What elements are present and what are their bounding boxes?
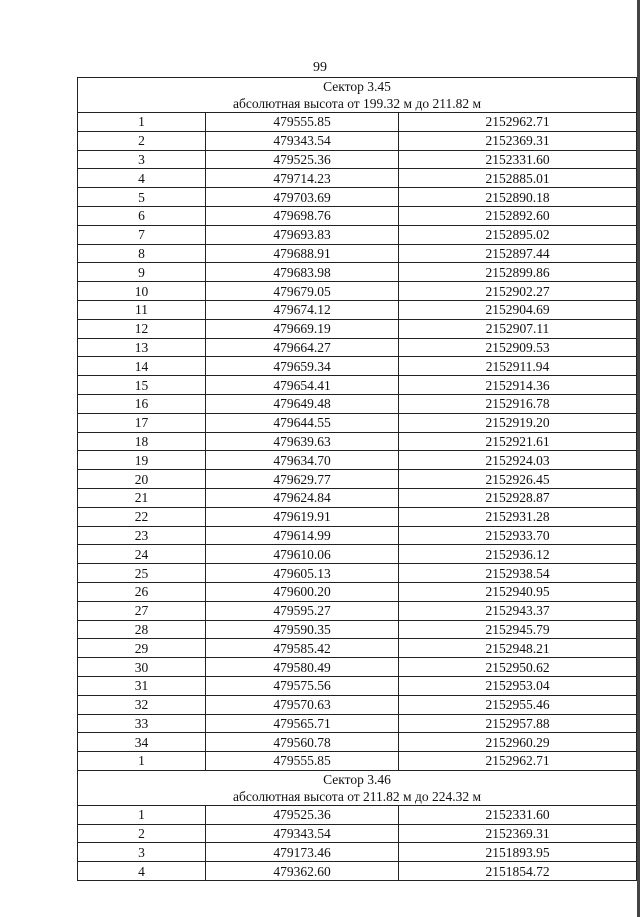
x-coordinate: 479669.19: [206, 319, 399, 338]
x-coordinate: 479693.83: [206, 225, 399, 244]
point-number: 13: [78, 338, 206, 357]
point-number: 21: [78, 488, 206, 507]
table-row: [78, 582, 637, 601]
x-coordinate: 479610.06: [206, 545, 399, 564]
coordinates-table: [77, 77, 637, 881]
table-row: [78, 263, 637, 282]
point-number: 14: [78, 357, 206, 376]
table-row: [78, 507, 637, 526]
x-coordinate: 479575.56: [206, 676, 399, 695]
point-number: 4: [78, 169, 206, 188]
x-coordinate: 479674.12: [206, 300, 399, 319]
point-number: 15: [78, 376, 206, 395]
point-number: 9: [78, 263, 206, 282]
table-row: [78, 620, 637, 639]
x-coordinate: 479688.91: [206, 244, 399, 263]
point-number: 30: [78, 658, 206, 677]
y-coordinate: 2152955.46: [399, 695, 637, 714]
x-coordinate: 479614.99: [206, 526, 399, 545]
y-coordinate: 2152924.03: [399, 451, 637, 470]
x-coordinate: 479580.49: [206, 658, 399, 677]
y-coordinate: 2152921.61: [399, 432, 637, 451]
y-coordinate: 2152909.53: [399, 338, 637, 357]
y-coordinate: 2152945.79: [399, 620, 637, 639]
table-row: [78, 244, 637, 263]
point-number: 4: [78, 862, 206, 881]
table-row: [78, 169, 637, 188]
y-coordinate: 2152928.87: [399, 488, 637, 507]
y-coordinate: 2152962.71: [399, 752, 637, 771]
point-number: 3: [78, 150, 206, 169]
y-coordinate: 2152369.31: [399, 131, 637, 150]
x-coordinate: 479555.85: [206, 113, 399, 132]
point-number: 31: [78, 676, 206, 695]
y-coordinate: 2152902.27: [399, 282, 637, 301]
x-coordinate: 479649.48: [206, 394, 399, 413]
y-coordinate: 2152948.21: [399, 639, 637, 658]
point-number: 1: [78, 113, 206, 132]
table-row: [78, 824, 637, 843]
x-coordinate: 479634.70: [206, 451, 399, 470]
y-coordinate: 2152911.94: [399, 357, 637, 376]
x-coordinate: 479525.36: [206, 805, 399, 824]
x-coordinate: 479703.69: [206, 188, 399, 207]
table-row: [78, 394, 637, 413]
point-number: 22: [78, 507, 206, 526]
table-row: [78, 300, 637, 319]
x-coordinate: 479343.54: [206, 131, 399, 150]
table-row: [78, 131, 637, 150]
y-coordinate: 2152899.86: [399, 263, 637, 282]
point-number: 29: [78, 639, 206, 658]
table-row: [78, 338, 637, 357]
x-coordinate: 479654.41: [206, 376, 399, 395]
sector-title: Сектор 3.46: [323, 771, 391, 787]
point-number: 7: [78, 225, 206, 244]
y-coordinate: 2152914.36: [399, 376, 637, 395]
table-row: [78, 470, 637, 489]
table-row: [78, 843, 637, 862]
y-coordinate: 2152953.04: [399, 676, 637, 695]
point-number: 23: [78, 526, 206, 545]
point-number: 33: [78, 714, 206, 733]
point-number: 2: [78, 824, 206, 843]
table-row: [78, 113, 637, 132]
point-number: 1: [78, 752, 206, 771]
x-coordinate: 479525.36: [206, 150, 399, 169]
x-coordinate: 479714.23: [206, 169, 399, 188]
table-row: [78, 376, 637, 395]
table-row: [78, 432, 637, 451]
y-coordinate: 2152919.20: [399, 413, 637, 432]
x-coordinate: 479595.27: [206, 601, 399, 620]
point-number: 27: [78, 601, 206, 620]
table-row: [78, 733, 637, 752]
y-coordinate: 2152926.45: [399, 470, 637, 489]
x-coordinate: 479624.84: [206, 488, 399, 507]
coordinates-table-body: [78, 78, 637, 881]
table-row: [78, 225, 637, 244]
point-number: 10: [78, 282, 206, 301]
y-coordinate: 2152957.88: [399, 714, 637, 733]
page-number: 99: [313, 60, 327, 75]
point-number: 16: [78, 394, 206, 413]
table-row: [78, 357, 637, 376]
x-coordinate: 479619.91: [206, 507, 399, 526]
y-coordinate: 2151893.95: [399, 843, 637, 862]
x-coordinate: 479683.98: [206, 263, 399, 282]
sector-altitude-range: абсолютная высота от 211.82 м до 224.32 м: [233, 788, 482, 804]
point-number: 1: [78, 805, 206, 824]
y-coordinate: 2152936.12: [399, 545, 637, 564]
x-coordinate: 479585.42: [206, 639, 399, 658]
y-coordinate: 2152940.95: [399, 582, 637, 601]
point-number: 12: [78, 319, 206, 338]
point-number: 8: [78, 244, 206, 263]
sector-title: Сектор 3.45: [323, 79, 391, 94]
x-coordinate: 479565.71: [206, 714, 399, 733]
point-number: 17: [78, 413, 206, 432]
x-coordinate: 479679.05: [206, 282, 399, 301]
x-coordinate: 479698.76: [206, 206, 399, 225]
table-row: [78, 206, 637, 225]
y-coordinate: 2152907.11: [399, 319, 637, 338]
y-coordinate: 2152938.54: [399, 564, 637, 583]
y-coordinate: 2152897.44: [399, 244, 637, 263]
y-coordinate: 2152931.28: [399, 507, 637, 526]
y-coordinate: 2152369.31: [399, 824, 637, 843]
x-coordinate: 479173.46: [206, 843, 399, 862]
x-coordinate: 479639.63: [206, 432, 399, 451]
y-coordinate: 2152895.02: [399, 225, 637, 244]
point-number: 24: [78, 545, 206, 564]
point-number: 32: [78, 695, 206, 714]
table-row: [78, 714, 637, 733]
x-coordinate: 479343.54: [206, 824, 399, 843]
sector-header: [78, 770, 637, 805]
y-coordinate: 2152933.70: [399, 526, 637, 545]
table-row: [78, 601, 637, 620]
table-row: [78, 526, 637, 545]
point-number: 28: [78, 620, 206, 639]
table-row: [78, 413, 637, 432]
y-coordinate: 2152962.71: [399, 113, 637, 132]
table-row: [78, 862, 637, 881]
x-coordinate: 479659.34: [206, 357, 399, 376]
point-number: 34: [78, 733, 206, 752]
point-number: 3: [78, 843, 206, 862]
table-row: [78, 282, 637, 301]
x-coordinate: 479664.27: [206, 338, 399, 357]
point-number: 6: [78, 206, 206, 225]
table-row: [78, 545, 637, 564]
y-coordinate: 2152331.60: [399, 805, 637, 824]
sector-header: [78, 78, 637, 113]
x-coordinate: 479605.13: [206, 564, 399, 583]
x-coordinate: 479570.63: [206, 695, 399, 714]
y-coordinate: 2152892.60: [399, 206, 637, 225]
point-number: 18: [78, 432, 206, 451]
y-coordinate: 2152890.18: [399, 188, 637, 207]
table-row: [78, 676, 637, 695]
x-coordinate: 479362.60: [206, 862, 399, 881]
x-coordinate: 479555.85: [206, 752, 399, 771]
x-coordinate: 479629.77: [206, 470, 399, 489]
table-row: [78, 488, 637, 507]
point-number: 5: [78, 188, 206, 207]
x-coordinate: 479600.20: [206, 582, 399, 601]
table-row: [78, 564, 637, 583]
y-coordinate: 2151854.72: [399, 862, 637, 881]
y-coordinate: 2152943.37: [399, 601, 637, 620]
table-row: [78, 319, 637, 338]
x-coordinate: 479590.35: [206, 620, 399, 639]
y-coordinate: 2152331.60: [399, 150, 637, 169]
y-coordinate: 2152904.69: [399, 300, 637, 319]
table-row: [78, 805, 637, 824]
point-number: 2: [78, 131, 206, 150]
y-coordinate: 2152960.29: [399, 733, 637, 752]
table-row: [78, 658, 637, 677]
point-number: 25: [78, 564, 206, 583]
y-coordinate: 2152885.01: [399, 169, 637, 188]
y-coordinate: 2152950.62: [399, 658, 637, 677]
table-row: [78, 695, 637, 714]
sector-altitude-range: абсолютная высота от 199.32 м до 211.82 м: [233, 96, 482, 111]
table-row: [78, 150, 637, 169]
table-row: [78, 451, 637, 470]
table-row: [78, 639, 637, 658]
table-row: [78, 752, 637, 771]
point-number: 20: [78, 470, 206, 489]
x-coordinate: 479560.78: [206, 733, 399, 752]
sector-header-row: [78, 770, 637, 805]
point-number: 26: [78, 582, 206, 601]
x-coordinate: 479644.55: [206, 413, 399, 432]
table-row: [78, 188, 637, 207]
y-coordinate: 2152916.78: [399, 394, 637, 413]
sector-header-row: [78, 78, 637, 113]
point-number: 11: [78, 300, 206, 319]
point-number: 19: [78, 451, 206, 470]
